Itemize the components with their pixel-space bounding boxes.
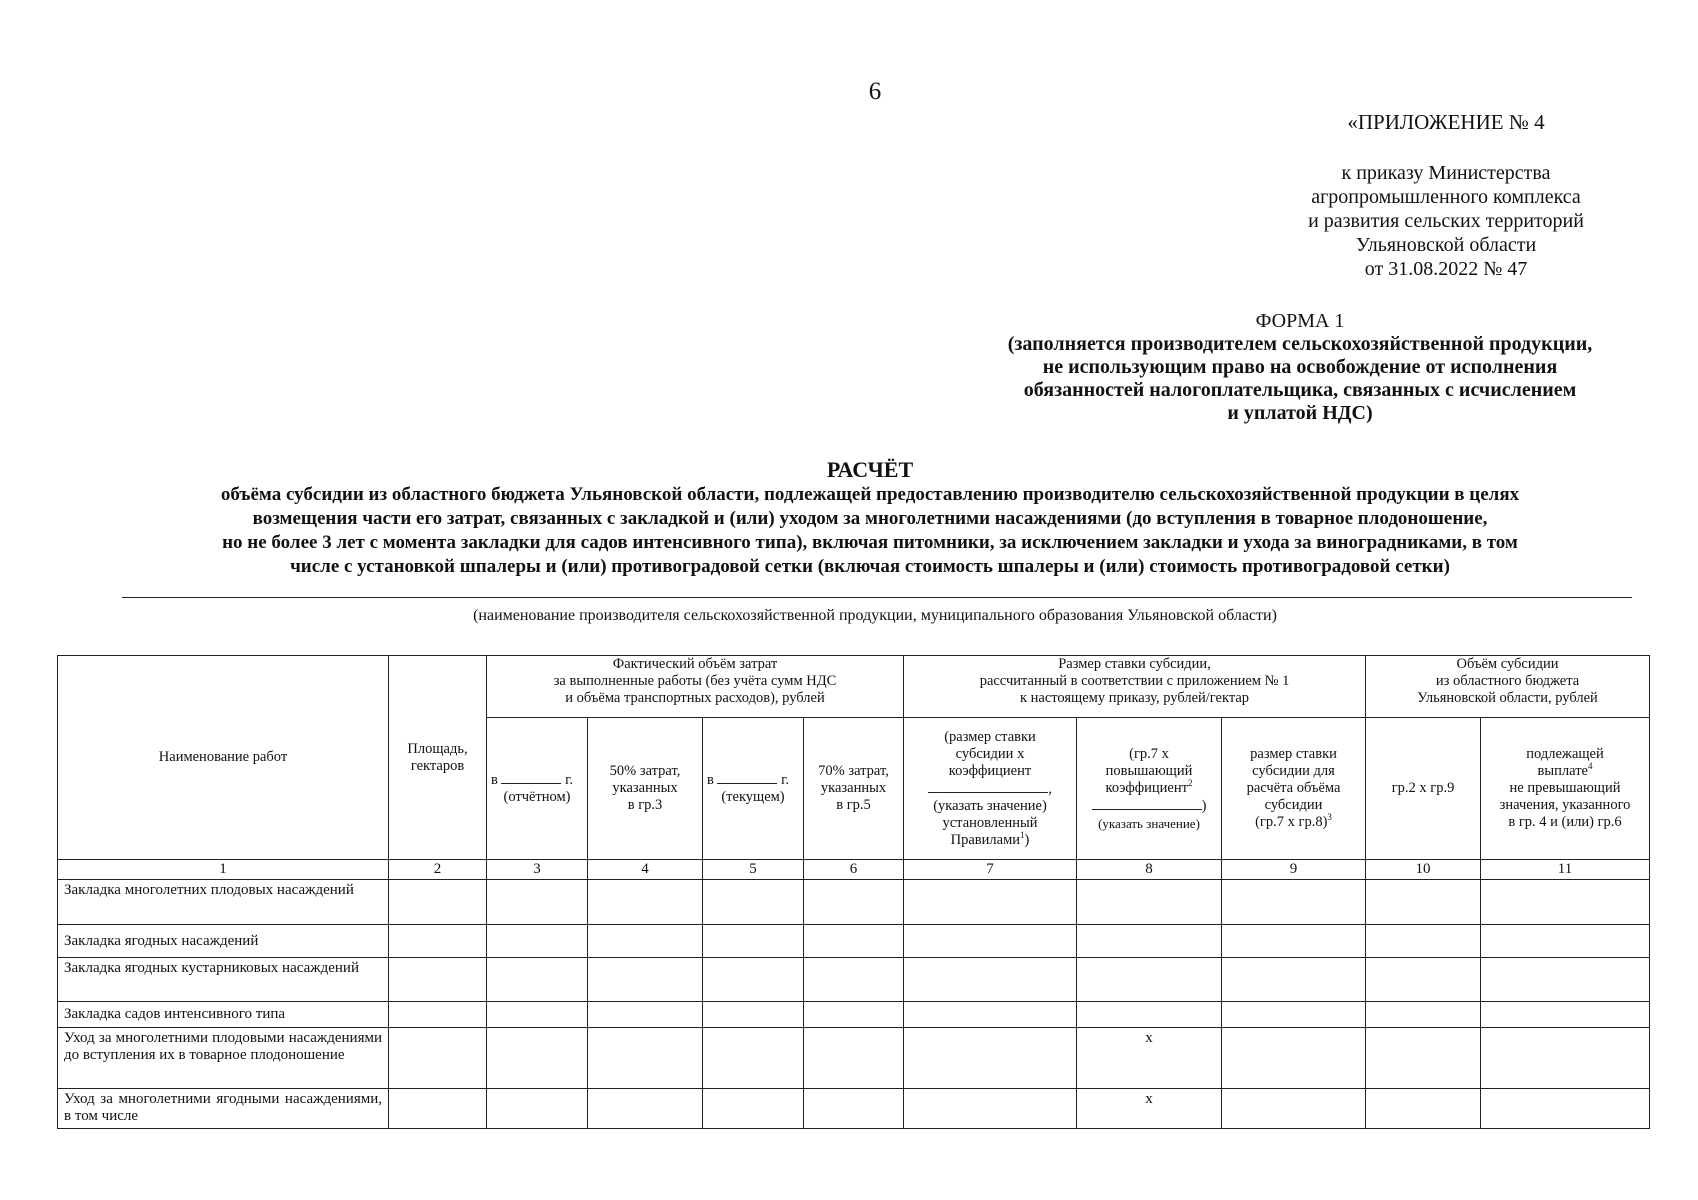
current-year-field[interactable] (717, 773, 777, 784)
form-note-line: не использующим право на освобождение от исполнения (1042, 356, 1558, 378)
table-cell[interactable] (1077, 880, 1222, 925)
table-cell[interactable] (588, 1002, 703, 1028)
table-cell[interactable] (588, 1089, 703, 1129)
annex-line: агропромышленного комплекса (1311, 186, 1581, 208)
table-cell[interactable] (1366, 958, 1481, 1002)
title-line: возмещения части его затрат, связанных с закладкой и (или) уходом за многолетними насаждениями (до вступления в товарное плодоношение, (252, 508, 1488, 529)
column-number: 6 (804, 860, 904, 880)
work-name: Закладка многолетних плодовых насаждений (58, 880, 389, 925)
table-cell[interactable] (389, 1089, 487, 1129)
form-block (950, 310, 1650, 425)
header-col6: 70% затрат, указанных в гр.5 (804, 718, 904, 860)
header-col9: размер ставки субсидии для расчёта объёма субсидии (гр.7 х гр.8)$^3$ (1222, 718, 1366, 860)
header-area: Площадь, гектаров (389, 656, 487, 860)
table-row (58, 925, 1650, 958)
table-cell[interactable] (804, 1089, 904, 1129)
table-cell[interactable] (389, 958, 487, 1002)
table-cell[interactable] (487, 958, 588, 1002)
form-name: ФОРМА 1 (1255, 310, 1345, 332)
table-cell[interactable] (1222, 1089, 1366, 1129)
table-row (58, 1002, 1650, 1028)
header-subsidy-rate: Размер ставки субсидии, рассчитанный в соответствии с приложением № 1 к настоящему приказу, рублей/гектар (904, 656, 1366, 718)
form-note-line: обязанностей налогоплательщика, связанных с исчислением (1023, 379, 1577, 401)
subsidy-calculation-table (57, 655, 1650, 1129)
column-number: 1 (58, 860, 389, 880)
table-cell[interactable] (1077, 925, 1222, 958)
table-cell[interactable] (389, 1028, 487, 1089)
work-name: Закладка ягодных насаждений (58, 925, 389, 958)
column-number: 11 (1481, 860, 1650, 880)
title-main: РАСЧЁТ (826, 457, 914, 482)
document-title (60, 458, 1680, 579)
table-cell[interactable] (1222, 880, 1366, 925)
coefficient-field[interactable] (928, 780, 1048, 793)
table-cell[interactable] (804, 1028, 904, 1089)
table-cell[interactable] (1222, 1002, 1366, 1028)
increasing-coefficient-field[interactable] (1092, 797, 1202, 810)
table-cell[interactable]: x (1077, 1028, 1222, 1089)
table-cell[interactable] (487, 1028, 588, 1089)
title-line: объёма субсидии из областного бюджета Ульяновской области, подлежащей предоставлению производителю сельскохозяйственной продукции в целях (220, 484, 1520, 505)
table-cell[interactable] (1222, 958, 1366, 1002)
column-number: 3 (487, 860, 588, 880)
form-note-line: (заполняется производителем сельскохозяйственной продукции, (1007, 333, 1593, 355)
header-col7: (размер ставки субсидии х коэффициент , (указать значение) установленный Правилами$^1$) (904, 718, 1077, 860)
table-cell[interactable] (487, 1089, 588, 1129)
column-numbers-row (58, 860, 1650, 880)
table-cell[interactable] (588, 1028, 703, 1089)
header-subsidy-volume: Объём субсидии из областного бюджета Ульяновской области, рублей (1366, 656, 1650, 718)
producer-name-line[interactable] (122, 597, 1632, 598)
header-col8: (гр.7 х повышающий коэффициент$^2$ ) (указать значение) (1077, 718, 1222, 860)
table-cell[interactable] (1366, 1028, 1481, 1089)
table-cell[interactable] (1222, 925, 1366, 958)
column-number: 7 (904, 860, 1077, 880)
title-line: но не более 3 лет с момента закладки для садов интенсивного типа), включая питомники, за исключением закладки и ухода за виноградниками, в том (222, 532, 1518, 553)
table-cell[interactable] (389, 925, 487, 958)
work-name: Уход за многолетними ягодными насаждениями, в том числе (58, 1089, 389, 1129)
column-number: 2 (389, 860, 487, 880)
table-cell[interactable] (1077, 958, 1222, 1002)
table-cell[interactable] (703, 1089, 804, 1129)
table-cell[interactable] (588, 925, 703, 958)
table-cell[interactable] (1222, 1028, 1366, 1089)
annex-title: «ПРИЛОЖЕНИЕ № 4 (1347, 110, 1545, 134)
table-cell[interactable] (904, 1002, 1077, 1028)
table-row (58, 1089, 1650, 1129)
annex-line: к приказу Министерства (1341, 162, 1551, 184)
page-number: 6 (868, 78, 882, 105)
table-cell[interactable] (804, 958, 904, 1002)
table-cell[interactable] (588, 958, 703, 1002)
header-col11: подлежащей выплате$^4$ не превышающий значения, указанного в гр. 4 и (или) гр.6 (1481, 718, 1650, 860)
column-number: 9 (1222, 860, 1366, 880)
column-number: 5 (703, 860, 804, 880)
table-cell[interactable] (1481, 880, 1650, 925)
title-line: числе с установкой шпалеры и (или) противоградовой сетки (включая стоимость шпалеры и (или) стоимость противоградовой сетки) (290, 556, 1450, 577)
table-cell[interactable] (588, 880, 703, 925)
table-cell[interactable] (1481, 958, 1650, 1002)
column-number: 8 (1077, 860, 1222, 880)
table-cell[interactable] (1481, 1002, 1650, 1028)
column-number: 4 (588, 860, 703, 880)
table-cell[interactable] (1366, 1002, 1481, 1028)
annex-block (1276, 110, 1616, 281)
table-cell[interactable] (1481, 1089, 1650, 1129)
header-col3-reporting-year: в г. (отчётном) (487, 718, 588, 860)
table-cell[interactable] (904, 880, 1077, 925)
table-cell[interactable] (1481, 925, 1650, 958)
table-cell[interactable] (703, 1002, 804, 1028)
table-cell[interactable] (1366, 1089, 1481, 1129)
table-cell[interactable] (703, 1028, 804, 1089)
table-cell[interactable] (703, 880, 804, 925)
header-actual-costs: Фактический объём затрат за выполненные работы (без учёта сумм НДС и объёма транспортных расходов), рублей (487, 656, 904, 718)
table-cell[interactable] (487, 880, 588, 925)
table-cell[interactable] (904, 958, 1077, 1002)
table-cell[interactable] (904, 1028, 1077, 1089)
table-cell[interactable] (904, 925, 1077, 958)
work-name: Закладка садов интенсивного типа (58, 1002, 389, 1028)
table-cell[interactable] (487, 1002, 588, 1028)
table-row (58, 1028, 1650, 1089)
table-cell[interactable] (1366, 880, 1481, 925)
table-cell[interactable] (389, 1002, 487, 1028)
producer-caption: (наименование производителя сельскохозяйственной продукции, муниципального образования Ульяновской области) (473, 607, 1277, 624)
annex-line: Ульяновской области (1355, 234, 1537, 256)
annex-line: и развития сельских территорий (1308, 210, 1584, 232)
work-name: Закладка ягодных кустарниковых насаждений (58, 958, 389, 1002)
table-cell[interactable]: x (1077, 1089, 1222, 1129)
header-col10: гр.2 х гр.9 (1366, 718, 1481, 860)
table-cell[interactable] (487, 925, 588, 958)
table-cell[interactable] (1077, 1002, 1222, 1028)
table-cell[interactable] (703, 958, 804, 1002)
table-cell[interactable] (389, 880, 487, 925)
table-cell[interactable] (804, 925, 904, 958)
form-note-line: и уплатой НДС) (1227, 402, 1373, 424)
reporting-year-field[interactable] (501, 773, 561, 784)
table-cell[interactable] (1366, 925, 1481, 958)
header-col5-current-year: в г. (текущем) (703, 718, 804, 860)
table-cell[interactable] (904, 1089, 1077, 1129)
annex-line: от 31.08.2022 № 47 (1364, 258, 1528, 280)
header-works: Наименование работ (58, 656, 389, 860)
table-cell[interactable] (703, 925, 804, 958)
table-cell[interactable] (1481, 1028, 1650, 1089)
table-cell[interactable] (804, 880, 904, 925)
table-row (58, 958, 1650, 1002)
table-cell[interactable] (804, 1002, 904, 1028)
header-col4: 50% затрат, указанных в гр.3 (588, 718, 703, 860)
work-name: Уход за многолетними плодовыми насаждениями до вступления их в товарное плодоношение (58, 1028, 389, 1089)
column-number: 10 (1366, 860, 1481, 880)
table-row (58, 880, 1650, 925)
